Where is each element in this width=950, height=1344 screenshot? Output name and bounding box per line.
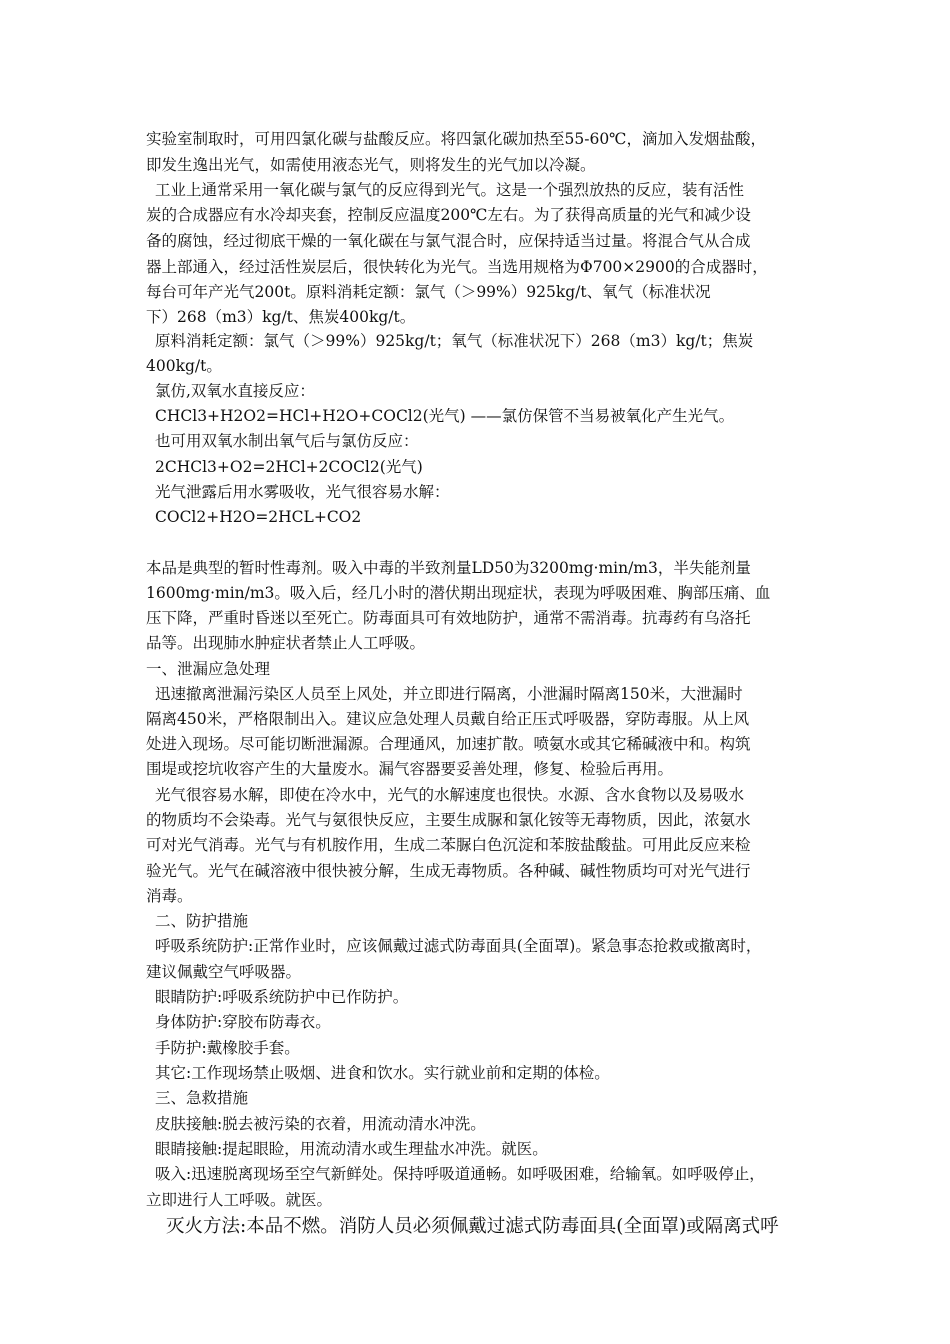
text-line: 验光气。光气在碱溶液中很快被分解，生成无毒物质。各种碱、碱性物质均可对光气进行 <box>146 862 751 880</box>
section-heading: 一、泄漏应急处理 <box>146 660 271 678</box>
text-line: 实验室制取时，可用四氯化碳与盐酸反应。将四氯化碳加热至55-60℃，滴加入发烟盐酸， <box>146 130 767 148</box>
formula-line: 2CHCl3+O2=2HCl+2COCl2(光气) <box>155 458 423 476</box>
text-line: 光气泄露后用水雾吸收，光气很容易水解： <box>155 483 450 501</box>
text-line: 品等。出现肺水肿症状者禁止人工呼吸。 <box>146 634 426 652</box>
text-line: 备的腐蚀，经过彻底干燥的一氧化碳在与氯气混合时，应保持适当过量。将混合气从合成 <box>146 232 751 250</box>
text-line: 手防护:戴橡胶手套。 <box>155 1039 300 1057</box>
text-line: 也可用双氧水制出氧气后与氯仿反应： <box>155 432 419 450</box>
text-line: 呼吸系统防护:正常作业时，应该佩戴过滤式防毒面具(全面罩)。紧急事态抢救或撤离时， <box>155 937 762 955</box>
text-line: 工业上通常采用一氧化碳与氯气的反应得到光气。这是一个强烈放热的反应，装有活性 <box>155 181 745 199</box>
section-heading: 二、防护措施 <box>155 912 249 930</box>
text-line: 立即进行人工呼吸。就医。 <box>146 1191 333 1209</box>
text-line: 每台可年产光气200t。原料消耗定额：氯气（＞99%）925kg/t、氧气（标准状况 <box>146 283 711 301</box>
text-line: 眼睛防护:呼吸系统防护中已作防护。 <box>155 988 409 1006</box>
text-line: 压下降，严重时昏迷以至死亡。防毒面具可有效地防护，通常不需消毒。抗毒药有乌洛托 <box>146 609 751 627</box>
text-line: 即发生逸出光气，如需使用液态光气，则将发生的光气加以冷凝。 <box>146 156 596 174</box>
text-line: 身体防护:穿胶布防毒衣。 <box>155 1013 331 1031</box>
text-line: 消毒。 <box>146 887 193 905</box>
text-line: 器上部通入，经过活性炭层后，很快转化为光气。当选用规格为Φ700×2900的合成器时， <box>146 258 768 276</box>
text-line: 处进入现场。尽可能切断泄漏源。合理通风，加速扩散。喷氨水或其它稀碱液中和。构筑 <box>146 735 751 753</box>
text-line: 眼睛接触:提起眼睑，用流动清水或生理盐水冲洗。就医。 <box>155 1140 548 1158</box>
text-line: 建议佩戴空气呼吸器。 <box>146 963 302 981</box>
text-line: 400kg/t。 <box>146 357 222 375</box>
text-line: 原料消耗定额：氯气（＞99%）925kg/t；氧气（标准状况下）268（m3）kg/t；焦炭 <box>155 332 754 350</box>
text-line: 下）268（m3）kg/t、焦炭400kg/t。 <box>146 308 416 326</box>
text-line: 炭的合成器应有水冷却夹套，控制反应温度200℃左右。为了获得高质量的光气和减少设 <box>146 206 751 224</box>
text-line: 氯仿,双氧水直接反应： <box>155 382 315 400</box>
text-line: 围堤或挖坑收容产生的大量废水。漏气容器要妥善处理，修复、检验后再用。 <box>146 760 674 778</box>
text-line: 的物质均不会染毒。光气与氨很快反应，主要生成脲和氯化铵等无毒物质，因此，浓氨水 <box>146 811 751 829</box>
text-line: 光气很容易水解，即使在冷水中，光气的水解速度也很快。水源、含水食物以及易吸水 <box>155 786 745 804</box>
text-line: 1600mg·min/m3。吸入后，经几小时的潜伏期出现症状，表现为呼吸困难、胸部压痛、血 <box>146 584 771 602</box>
formula-line: CHCl3+H2O2=HCl+H2O+COCl2(光气) ——氯仿保管不当易被氧化产生光气。 <box>155 407 735 425</box>
text-line: 隔离450米，严格限制出入。建议应急处理人员戴自给正压式呼吸器，穿防毒服。从上风 <box>146 710 750 728</box>
section-heading: 三、急救措施 <box>155 1089 249 1107</box>
text-line: 吸入:迅速脱离现场至空气新鲜处。保持呼吸道通畅。如呼吸困难，给输氧。如呼吸停止， <box>155 1165 765 1183</box>
text-line: 本品是典型的暂时性毒剂。吸入中毒的半致剂量LD50为3200mg·min/m3，半失能剂量 <box>146 559 751 577</box>
text-line: 灭火方法:本品不燃。消防人员必须佩戴过滤式防毒面具(全面罩)或隔离式呼 <box>166 1216 779 1237</box>
text-line: 皮肤接触:脱去被污染的衣着，用流动清水冲洗。 <box>155 1115 486 1133</box>
formula-line: COCl2+H2O=2HCL+CO2 <box>155 508 362 526</box>
text-line: 可对光气消毒。光气与有机胺作用，生成二苯脲白色沉淀和苯胺盐酸盐。可用此反应来检 <box>146 836 751 854</box>
text-line: 迅速撤离泄漏污染区人员至上风处，并立即进行隔离，小泄漏时隔离150米，大泄漏时 <box>155 685 743 703</box>
text-line: 其它:工作现场禁止吸烟、进食和饮水。实行就业前和定期的体检。 <box>155 1064 610 1082</box>
